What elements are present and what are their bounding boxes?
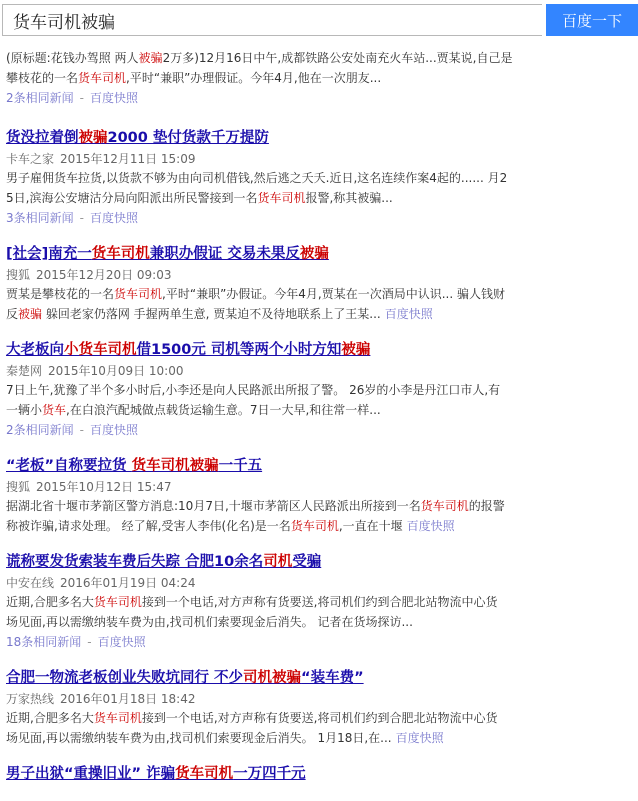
result-title-link[interactable] xyxy=(6,765,630,784)
keyword-highlight: 小货车司机 xyxy=(64,342,137,358)
result-source: 搜狐 xyxy=(6,480,31,494)
snippet-text: 报警,称其被骗... xyxy=(305,191,393,205)
result-meta xyxy=(6,478,630,496)
result-title-link[interactable] xyxy=(6,129,630,148)
title-text: 一千五 xyxy=(218,458,263,474)
result-source: 卡车之家 xyxy=(6,152,55,166)
result-title-link[interactable] xyxy=(6,457,630,476)
keyword-highlight: 被骗 xyxy=(299,246,329,262)
snippet-text: 贾某是攀枝花的一名 xyxy=(6,287,115,301)
snippet-text: ,在白浪汽配城做点载货运输生意。7日一大早,和往常一样... xyxy=(66,403,381,417)
keyword-highlight: 司机 xyxy=(263,554,293,570)
result-title-link[interactable] xyxy=(6,245,630,264)
snippet-text: (原标题:花钱办驾照 两人 xyxy=(6,51,139,65)
keyword-highlight: 被骗 xyxy=(18,307,43,321)
cache-link[interactable]: 百度快照 xyxy=(89,423,138,437)
results-list xyxy=(6,48,630,801)
keyword-highlight: 货车司机 xyxy=(114,287,163,301)
result-source: 万家热线 xyxy=(6,692,55,706)
keyword-highlight: 被骗 xyxy=(341,342,371,358)
search-bar xyxy=(0,0,638,40)
separator: - xyxy=(79,211,84,225)
keyword-highlight: 司机被骗 xyxy=(243,670,302,686)
cache-link[interactable]: 百度快照 xyxy=(89,211,138,225)
keyword-highlight: 货车司机 xyxy=(78,71,127,85)
search-result xyxy=(6,669,630,748)
separator: - xyxy=(79,91,84,105)
result-title-link[interactable] xyxy=(6,553,630,572)
keyword-highlight: 货车司机 xyxy=(175,766,234,782)
result-time: 2015年10月09日 10:00 xyxy=(48,364,184,378)
snippet-text: 称被诈骗,请求处理。 经了解,受害人李伟(化名)是一名 xyxy=(6,519,291,533)
title-text: 兼职办假证 交易未果反 xyxy=(149,246,300,262)
snippet-text: 7日上午,犹豫了半个多小时后,小李还是向人民路派出所报了警。 26岁的小李是丹江口市人,有 xyxy=(6,383,501,397)
result-time: 2015年10月12日 15:47 xyxy=(36,480,172,494)
cache-link[interactable]: 百度快照 xyxy=(406,519,455,533)
snippet-text: 据湖北省十堰市茅箭区警方消息:10月7日,十堰市茅箭区人民路派出所接到一名 xyxy=(6,499,421,513)
title-text: “装车费” xyxy=(301,670,364,686)
result-snippet xyxy=(6,48,630,88)
snippet-text: ,一直在十堰 xyxy=(338,519,403,533)
result-links xyxy=(6,208,630,228)
keyword-highlight: 货车司机 xyxy=(257,191,306,205)
result-source: 中安在线 xyxy=(6,576,55,590)
search-result xyxy=(6,553,630,652)
snippet-text: 接到一个电话,对方声称有货要送,将司机们约到合肥北站物流中心货 xyxy=(141,711,498,725)
title-text: [社会]南充一 xyxy=(6,246,92,262)
same-news-link[interactable]: 3条相同新闻 xyxy=(6,211,74,225)
search-result xyxy=(6,765,630,784)
result-time: 2016年01月19日 04:24 xyxy=(60,576,196,590)
search-result xyxy=(6,341,630,440)
result-links xyxy=(6,420,630,440)
search-result xyxy=(6,129,630,228)
keyword-highlight: 货车司机 xyxy=(420,499,469,513)
snippet-text: ,平时“兼职”办假证。今年4月,贾某在一次酒局中认识... 骗人钱财 xyxy=(162,287,505,301)
title-text: 男子出狱“重操旧业” 诈骗 xyxy=(6,766,176,782)
snippet-text: 躲回老家仍落网 手握两单生意, 贾某迫不及待地联系上了王某... xyxy=(42,307,381,321)
same-news-link[interactable]: 2条相同新闻 xyxy=(6,91,74,105)
snippet-text: 场见面,再以需缴纳装车费为由,找司机们索要现金后消失。 记者在货场探访... xyxy=(6,615,413,629)
title-text: 2000 垫付货款千万提防 xyxy=(107,130,269,146)
keyword-highlight: 被骗 xyxy=(78,130,108,146)
search-result xyxy=(6,245,630,324)
search-input[interactable] xyxy=(2,4,542,36)
snippet-text: 场见面,再以需缴纳装车费为由,找司机们索要现金后消失。 1月18日,在... xyxy=(6,731,392,745)
result-time: 2015年12月11日 15:09 xyxy=(60,152,196,166)
result-source: 搜狐 xyxy=(6,268,31,282)
title-text: 货没拉着倒 xyxy=(6,130,79,146)
same-news-link[interactable]: 2条相同新闻 xyxy=(6,423,74,437)
result-links xyxy=(6,632,630,652)
snippet-text: 攀枝花的一名 xyxy=(6,71,79,85)
keyword-highlight: 货车司机 xyxy=(290,519,339,533)
keyword-highlight: 货车 xyxy=(42,403,67,417)
keyword-highlight: 被骗 xyxy=(138,51,163,65)
keyword-highlight: 货车司机 xyxy=(93,595,142,609)
snippet-text: 5日,滨海公安塘沽分局向阳派出所民警接到一名 xyxy=(6,191,258,205)
result-title-link[interactable] xyxy=(6,341,630,360)
title-text: 合肥一物流老板创业失败坑同行 不少 xyxy=(6,670,244,686)
search-result xyxy=(6,457,630,536)
result-meta xyxy=(6,266,630,284)
title-text: 借1500元 司机等两个小时方知 xyxy=(136,342,342,358)
snippet-text: ,平时“兼职”办理假证。今年4月,他在一次朋友... xyxy=(126,71,382,85)
result-time: 2015年12月20日 09:03 xyxy=(36,268,172,282)
keyword-highlight: 货车司机 xyxy=(93,711,142,725)
result-source: 秦楚网 xyxy=(6,364,43,378)
snippet-text: 近期,合肥多名大 xyxy=(6,595,94,609)
result-snippet xyxy=(6,168,630,208)
separator: - xyxy=(79,423,84,437)
result-meta xyxy=(6,362,630,380)
keyword-highlight: 货车司机 xyxy=(91,246,150,262)
title-text: 谎称要发货索装车费后失踪 合肥10余名 xyxy=(6,554,264,570)
snippet-text: 2万多)12月16日中午,成都铁路公安处南充火车站...贾某说,自己是 xyxy=(162,51,513,65)
search-result xyxy=(6,48,630,108)
title-text: “老板”自称要拉货 xyxy=(6,458,132,474)
result-meta xyxy=(6,150,630,168)
title-text: 大老板向 xyxy=(6,342,64,358)
snippet-text: 男子雇佣货车拉货,以货款不够为由向司机借钱,然后逃之夭夭.近日,这名连续作案4起的...... 月2 xyxy=(6,171,508,185)
cache-link[interactable]: 百度快照 xyxy=(97,635,146,649)
title-text: 受骗 xyxy=(292,554,322,570)
cache-link[interactable]: 百度快照 xyxy=(89,91,138,105)
result-meta xyxy=(6,574,630,592)
result-snippet xyxy=(6,284,630,324)
snippet-text: 近期,合肥多名大 xyxy=(6,711,94,725)
snippet-text: 反 xyxy=(6,307,19,321)
same-news-link[interactable]: 18条相同新闻 xyxy=(6,635,82,649)
result-time: 2016年01月18日 18:42 xyxy=(60,692,196,706)
result-links xyxy=(6,88,630,108)
result-meta xyxy=(6,690,630,708)
result-title-link[interactable] xyxy=(6,669,630,688)
result-snippet xyxy=(6,496,630,536)
result-snippet xyxy=(6,592,630,632)
cache-link[interactable]: 百度快照 xyxy=(395,731,444,745)
result-snippet xyxy=(6,708,630,748)
snippet-text: 一辆小 xyxy=(6,403,43,417)
search-button[interactable]: 百度一下 xyxy=(546,4,638,36)
snippet-text: 接到一个电话,对方声称有货要送,将司机们约到合肥北站物流中心货 xyxy=(141,595,498,609)
title-text: 一万四千元 xyxy=(233,766,306,782)
keyword-highlight: 货车司机被骗 xyxy=(131,458,219,474)
separator: - xyxy=(87,635,92,649)
result-snippet xyxy=(6,380,630,420)
snippet-text: 的报警 xyxy=(468,499,505,513)
cache-link[interactable]: 百度快照 xyxy=(384,307,433,321)
